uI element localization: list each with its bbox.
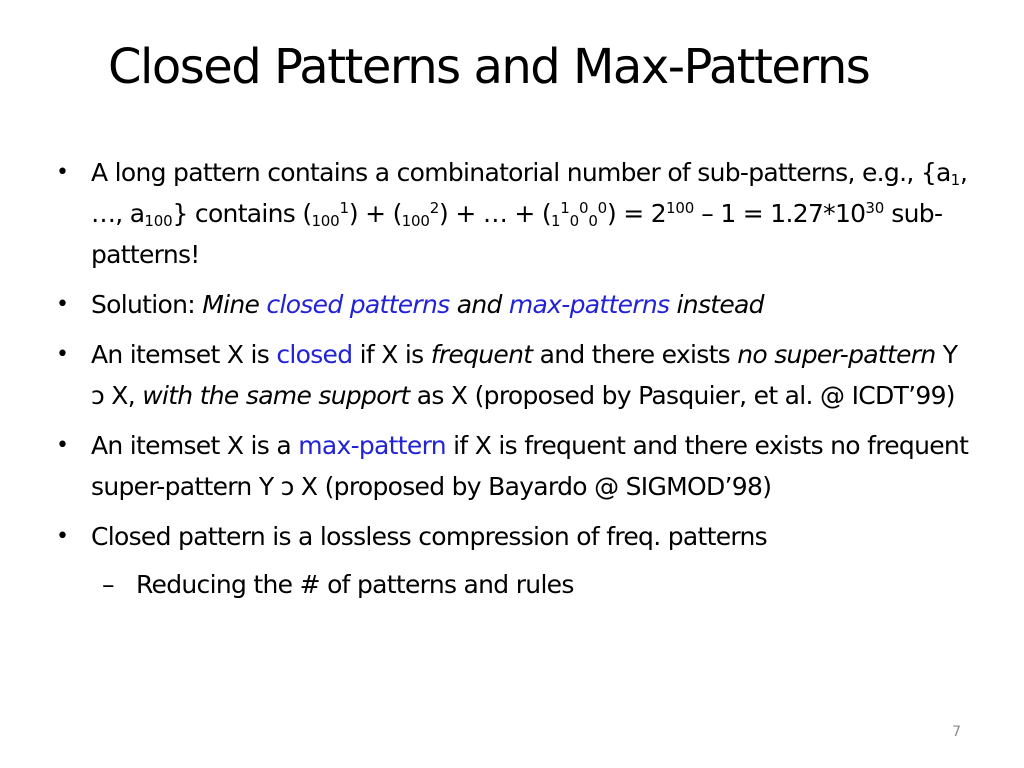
superscript: 100 xyxy=(666,199,695,217)
italic-text: Mine xyxy=(202,290,267,319)
text-segment: An itemset X is a xyxy=(91,431,299,460)
slide-body xyxy=(54,152,974,605)
highlighted-term: closed xyxy=(276,340,353,369)
text-segment: and there exists xyxy=(532,340,738,369)
bullet-item-compression xyxy=(54,516,974,557)
italic-text: frequent xyxy=(430,340,533,369)
superscript: 1 xyxy=(339,199,349,217)
italic-text: instead xyxy=(669,290,764,319)
bullet-item-solution xyxy=(54,284,974,325)
subscript: 0 xyxy=(588,212,598,230)
text-segment: sub-patterns! xyxy=(91,199,943,269)
bullet-item-closed-definition xyxy=(54,334,974,416)
superscript: 1 xyxy=(560,199,570,217)
text-segment: Solution: xyxy=(91,290,203,319)
text-segment: } contains ( xyxy=(172,199,312,228)
superscript: 0 xyxy=(578,199,589,217)
text-segment: – 1 = 1.27*10 xyxy=(694,199,866,228)
highlighted-term: max-patterns xyxy=(508,290,670,319)
subscript: 0 xyxy=(569,212,579,230)
bullet-text xyxy=(91,431,968,501)
subscript: 1 xyxy=(950,171,961,189)
bullet-text xyxy=(91,340,957,410)
bullet-icon: • xyxy=(56,524,69,549)
text-segment: as X (proposed by Pasquier, et al. @ ICDT’99) xyxy=(409,381,955,410)
text-segment: if X is frequent and there exists no frequent super-pattern Y ɔ X (proposed by Bayardo @ SIGMOD’98) xyxy=(91,431,969,501)
text-segment: ) + ( xyxy=(348,199,402,228)
text-segment: if X is xyxy=(352,340,431,369)
bullet-icon: • xyxy=(56,160,69,185)
highlighted-term: closed patterns xyxy=(266,290,450,319)
bullet-text: Closed pattern is a lossless compression of freq. patterns xyxy=(91,522,767,551)
superscript: 30 xyxy=(865,199,885,217)
bullet-icon: • xyxy=(56,292,69,317)
bullet-icon: • xyxy=(56,342,69,367)
text-segment: ) + … + ( xyxy=(439,199,551,228)
italic-text: with the same support xyxy=(142,381,410,410)
italic-text: no super-pattern xyxy=(737,340,936,369)
bullet-item-max-pattern-definition xyxy=(54,425,974,507)
text-segment: , …, a xyxy=(91,158,968,228)
text-segment: An itemset X is xyxy=(91,340,277,369)
bullet-text xyxy=(91,158,967,269)
dash-icon: – xyxy=(102,570,114,599)
bullet-item-long-pattern xyxy=(54,152,974,275)
subscript: 1 xyxy=(550,212,561,230)
bullet-icon: • xyxy=(56,433,69,458)
slide-title: Closed Patterns and Max-Patterns xyxy=(108,39,870,95)
subscript: 100 xyxy=(311,212,340,230)
highlighted-term: max-pattern xyxy=(298,431,446,460)
page-number: 7 xyxy=(952,724,961,740)
superscript: 2 xyxy=(429,199,440,217)
text-segment: A long pattern contains a combinatorial number of sub-patterns, e.g., {a xyxy=(91,158,951,187)
sub-bullet-item-reducing xyxy=(54,564,974,605)
subscript: 100 xyxy=(401,212,430,230)
italic-text: and xyxy=(449,290,509,319)
subscript: 100 xyxy=(144,212,173,230)
superscript: 0 xyxy=(597,199,607,217)
bullet-text xyxy=(91,290,764,319)
sub-bullet-text: Reducing the # of patterns and rules xyxy=(136,570,574,599)
text-segment: ) = 2 xyxy=(607,199,667,228)
text-segment: Y ɔ X, xyxy=(91,340,958,410)
